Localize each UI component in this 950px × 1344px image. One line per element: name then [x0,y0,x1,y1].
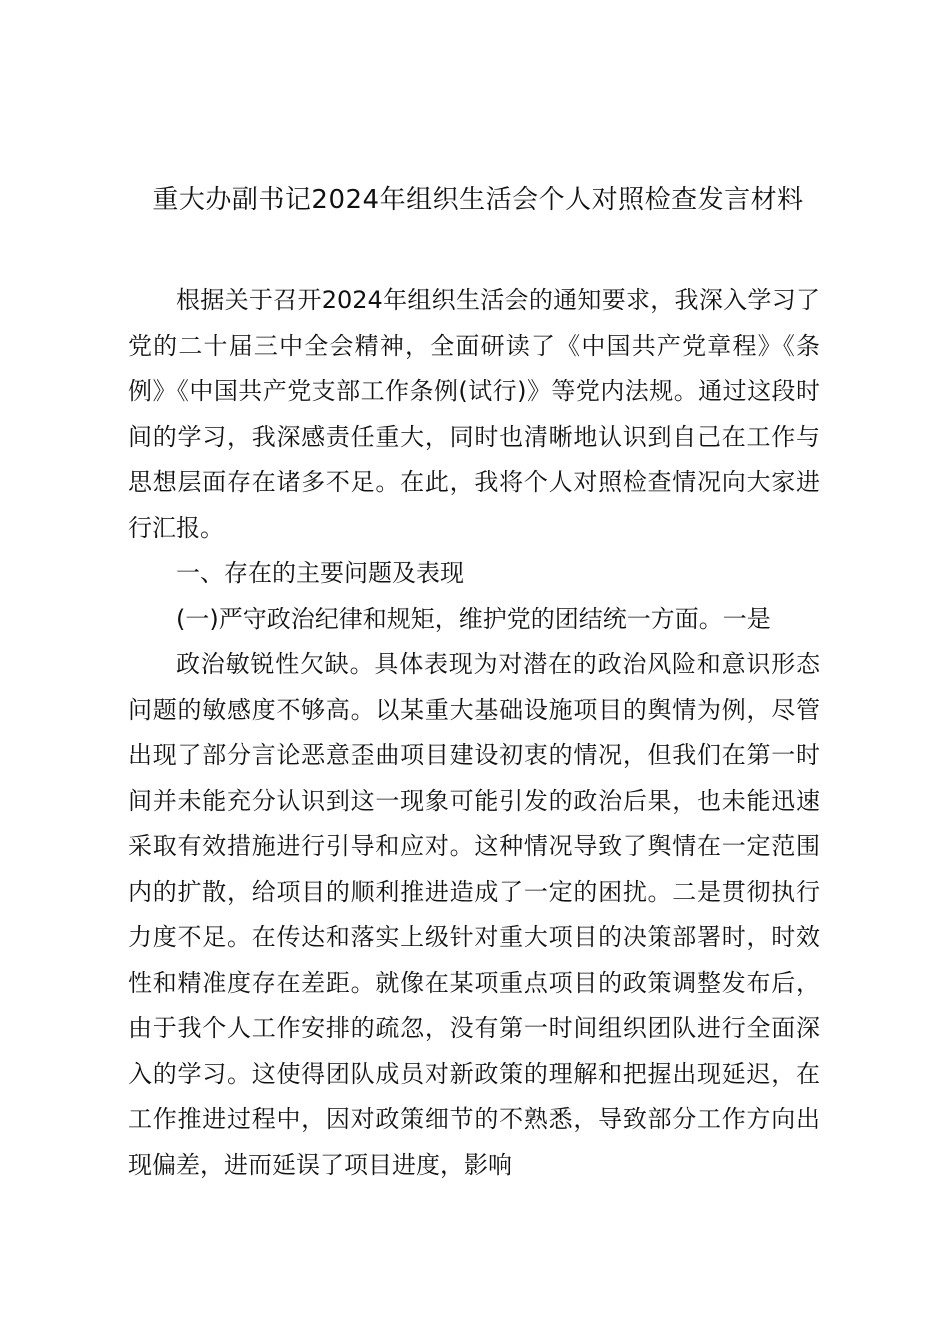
subsection-heading: (一)严守政治纪律和规矩，维护党的团结统一方面。一是 [176,604,771,633]
body-paragraph: 政治敏锐性欠缺。具体表现为对潜在的政治风险和意识形态问题的敏感度不够高。以某重大基础设施项目的舆情为例，尽管出现了部分言论恶意歪曲项目建设初衷的情况，但我们在第一时间并未能充分认识到这一现象可能引发的政治后果，也未能迅速采取有效措施进行引导和应对。这种情况导致了舆情在一定范围内的扩散，给项目的顺利推进造成了一定的困扰。二是贯彻执行力度不足。在传达和落实上级针对重大项目的决策部署时，时效性和精准度存在差距。就像在某项重点项目的政策调整发布后，由于我个人工作安排的疏忽，没有第一时间组织团队进行全面深入的学习。这使得团队成员对新政策的理解和把握出现延迟，在工作推进过程中，因对政策细节的不熟悉，导致部分工作方向出现偏差，进而延误了项目进度，影响 [128,650,820,1179]
section-heading: 一、存在的主要问题及表现 [176,559,464,587]
document-title: 重大办副书记2024年组织生活会个人对照检查发言材料 [152,185,804,215]
intro-paragraph: 根据关于召开2024年组织生活会的通知要求，我深入学习了党的二十届三中全会精神，全面研读了《中国共产党章程》《条例》《中国共产党支部工作条例(试行)》等党内法规。通过这段时间的学习，我深感责任重大，同时也清晰地认识到自己在工作与思想层面存在诸多不足。在此，我将个人对照检查情况向大家进行汇报。 [128,286,820,542]
document-body [128,278,820,1188]
